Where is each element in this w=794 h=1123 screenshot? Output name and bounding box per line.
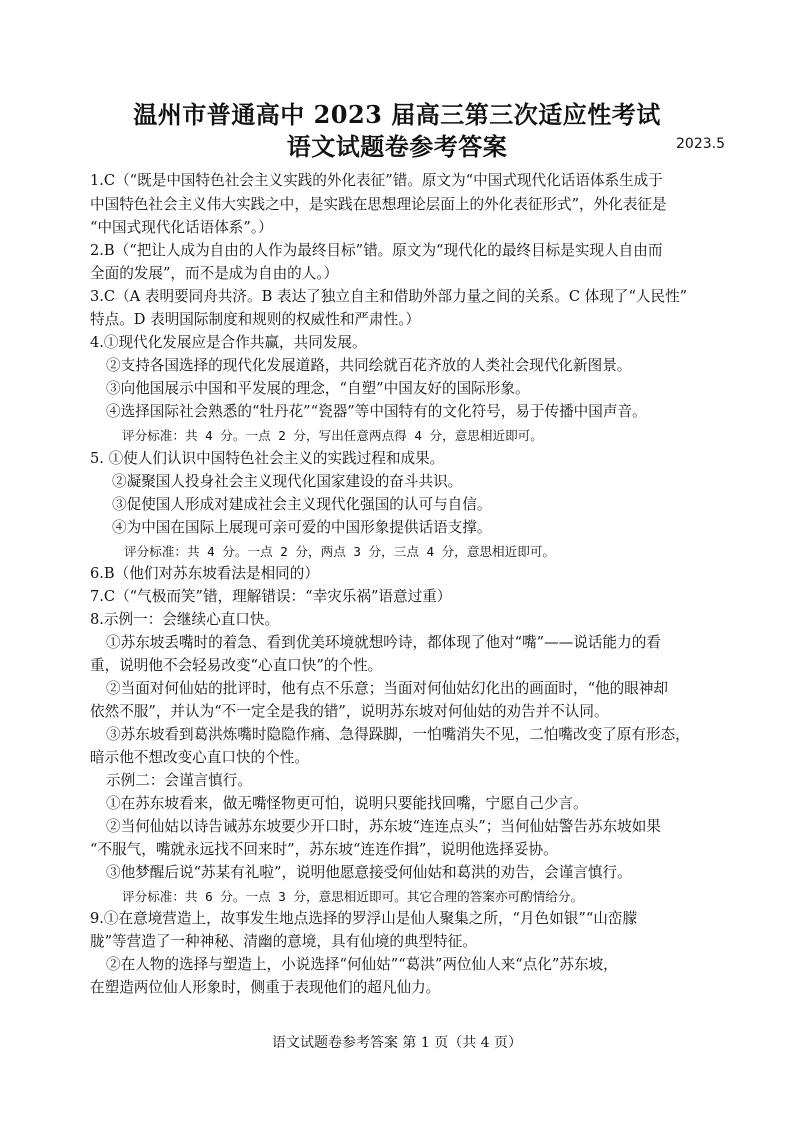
answer-line-q1-cont: “中国式现代化话语体系”。） xyxy=(90,219,273,236)
answer-point: ③向他国展示中国和平发展的理念，“自塑”中国友好的国际形象。 xyxy=(106,380,530,397)
answer-line-q3-cont: 特点。D 表明国际制度和规则的权威性和严肃性。） xyxy=(90,311,421,328)
answer-line-q5: 5. ①使人们认识中国特色社会主义的实践过程和成果。 xyxy=(90,450,445,467)
answer-line-q1: 1.C（“既是中国特色社会主义实践的外化表征”错。原文为“中国式现代化话语体系生成于 xyxy=(90,172,663,189)
answer-point: ①苏东坡丢嘴时的着急、看到优美环境就想吟诗，都体现了他对“嘴”——说话能力的看 xyxy=(106,634,661,651)
answer-line-q2-cont: 全面的发展”，而不是成为自由的人。） xyxy=(90,265,339,282)
page-footer: 语文试题卷参考答案 第 1 页（共 4 页） xyxy=(271,1035,523,1051)
answer-line-q6: 6.B（他们对苏东坡看法是相同的） xyxy=(90,565,319,582)
scoring-criteria-q4: 评分标准：共 4 分。一点 2 分，写出任意两点得 4 分，意思相近即可。 xyxy=(122,428,543,443)
answer-point: ②当何仙姑以诗告诫苏东坡要少开口时，苏东坡“连连点头”；当何仙姑警告苏东坡如果 xyxy=(106,818,661,835)
answer-point: ②支持各国选择的现代化发展道路，共同绘就百花齐放的人类社会现代化新图景。 xyxy=(106,357,632,374)
answer-point: ②凝聚国人投身社会主义现代化国家建设的奋斗共识。 xyxy=(112,473,463,490)
answer-line-q9-cont: 胧”等营造了一种神秘、清幽的意境，具有仙境的典型特征。 xyxy=(90,933,477,950)
answer-line-q2: 2.B（“把让人成为自由的人作为最终目标”错。原文为“现代化的最终目标是实现人自由而 xyxy=(90,242,663,259)
answer-line-q3: 3.C（A 表明要同舟共济。B 表达了独立自主和借助外部力量之间的关系。C 体现了“人民性” xyxy=(90,288,688,305)
scoring-criteria-q8: 评分标准：共 6 分。一点 3 分，意思相近即可。其它合理的答案亦可酌情给分。 xyxy=(122,889,584,904)
document-subtitle: 语文试题卷参考答案 xyxy=(286,132,508,161)
answer-point: ②当面对何仙姑的批评时，他有点不乐意；当面对何仙姑幻化出的画面时，“他的眼神却 xyxy=(106,680,669,697)
answer-line-q8: 8.示例一：会继续心直口快。 xyxy=(90,611,280,628)
answer-point-cont: 在塑造两位仙人形象时，侧重于表现他们的超凡仙力。 xyxy=(90,979,441,996)
answer-point-cont: “不服气，嘴就永远找不回来时”，苏东坡“连连作揖”，说明他选择妥协。 xyxy=(90,841,558,858)
answer-line-q9: 9.①在意境营造上，故事发生地点选择的罗浮山是仙人聚集之所，“月色如银”“山峦朦 xyxy=(90,910,638,927)
answer-point-cont: 暗示他不想改变心直口快的个性。 xyxy=(90,749,309,766)
answer-line-q1-cont: 中国特色社会主义伟大实践之中，是实践在思想理论层面上的外化表征形式”，外化表征是 xyxy=(90,196,667,213)
exam-title: 温州市普通高中 2023 届高三第三次适应性考试 xyxy=(133,100,661,129)
exam-date: 2023.5 xyxy=(676,136,725,152)
answer-point-cont: 依然不服”，并认为“不一定全是我的错”，说明苏东坡对何仙姑的劝告并不认同。 xyxy=(90,703,609,720)
answer-line-q4: 4.①现代化发展应是合作共赢，共同发展。 xyxy=(90,334,367,351)
answer-point: ②在人物的选择与塑造上，小说选择“何仙姑”“葛洪”两位仙人来“点化”苏东坡， xyxy=(106,956,618,973)
answer-point-cont: 重，说明他不会轻易改变“心直口快”的个性。 xyxy=(90,657,383,674)
answer-point: ③苏东坡看到葛洪炼嘴时隐隐作痛、急得跺脚，一怕嘴消失不见，二怕嘴改变了原有形态， xyxy=(106,726,690,743)
scoring-criteria-q5: 评分标准：共 4 分。一点 2 分，两点 3 分，三点 4 分，意思相近即可。 xyxy=(124,544,556,559)
example-heading: 示例二：会谨言慎行。 xyxy=(106,772,252,789)
answer-point: ④选择国际社会熟悉的“牡丹花”“瓷器”等中国特有的文化符号，易于传播中国声音。 xyxy=(106,403,647,420)
answer-line-q7: 7.C（“气极而笑”错，理解错误：“幸灾乐祸”语意过重） xyxy=(90,588,452,605)
answer-point: ③促使国人形成对建成社会主义现代化强国的认可与自信。 xyxy=(112,496,492,513)
answer-point: ④为中国在国际上展现可亲可爱的中国形象提供话语支撑。 xyxy=(112,519,492,536)
answer-point: ①在苏东坡看来，做无嘴怪物更可怕，说明只要能找回嘴，宁愿自己少言。 xyxy=(106,795,588,812)
answer-point: ③他梦醒后说“苏某有礼啦”，说明他愿意接受何仙姑和葛洪的劝告，会谨言慎行。 xyxy=(106,864,632,881)
